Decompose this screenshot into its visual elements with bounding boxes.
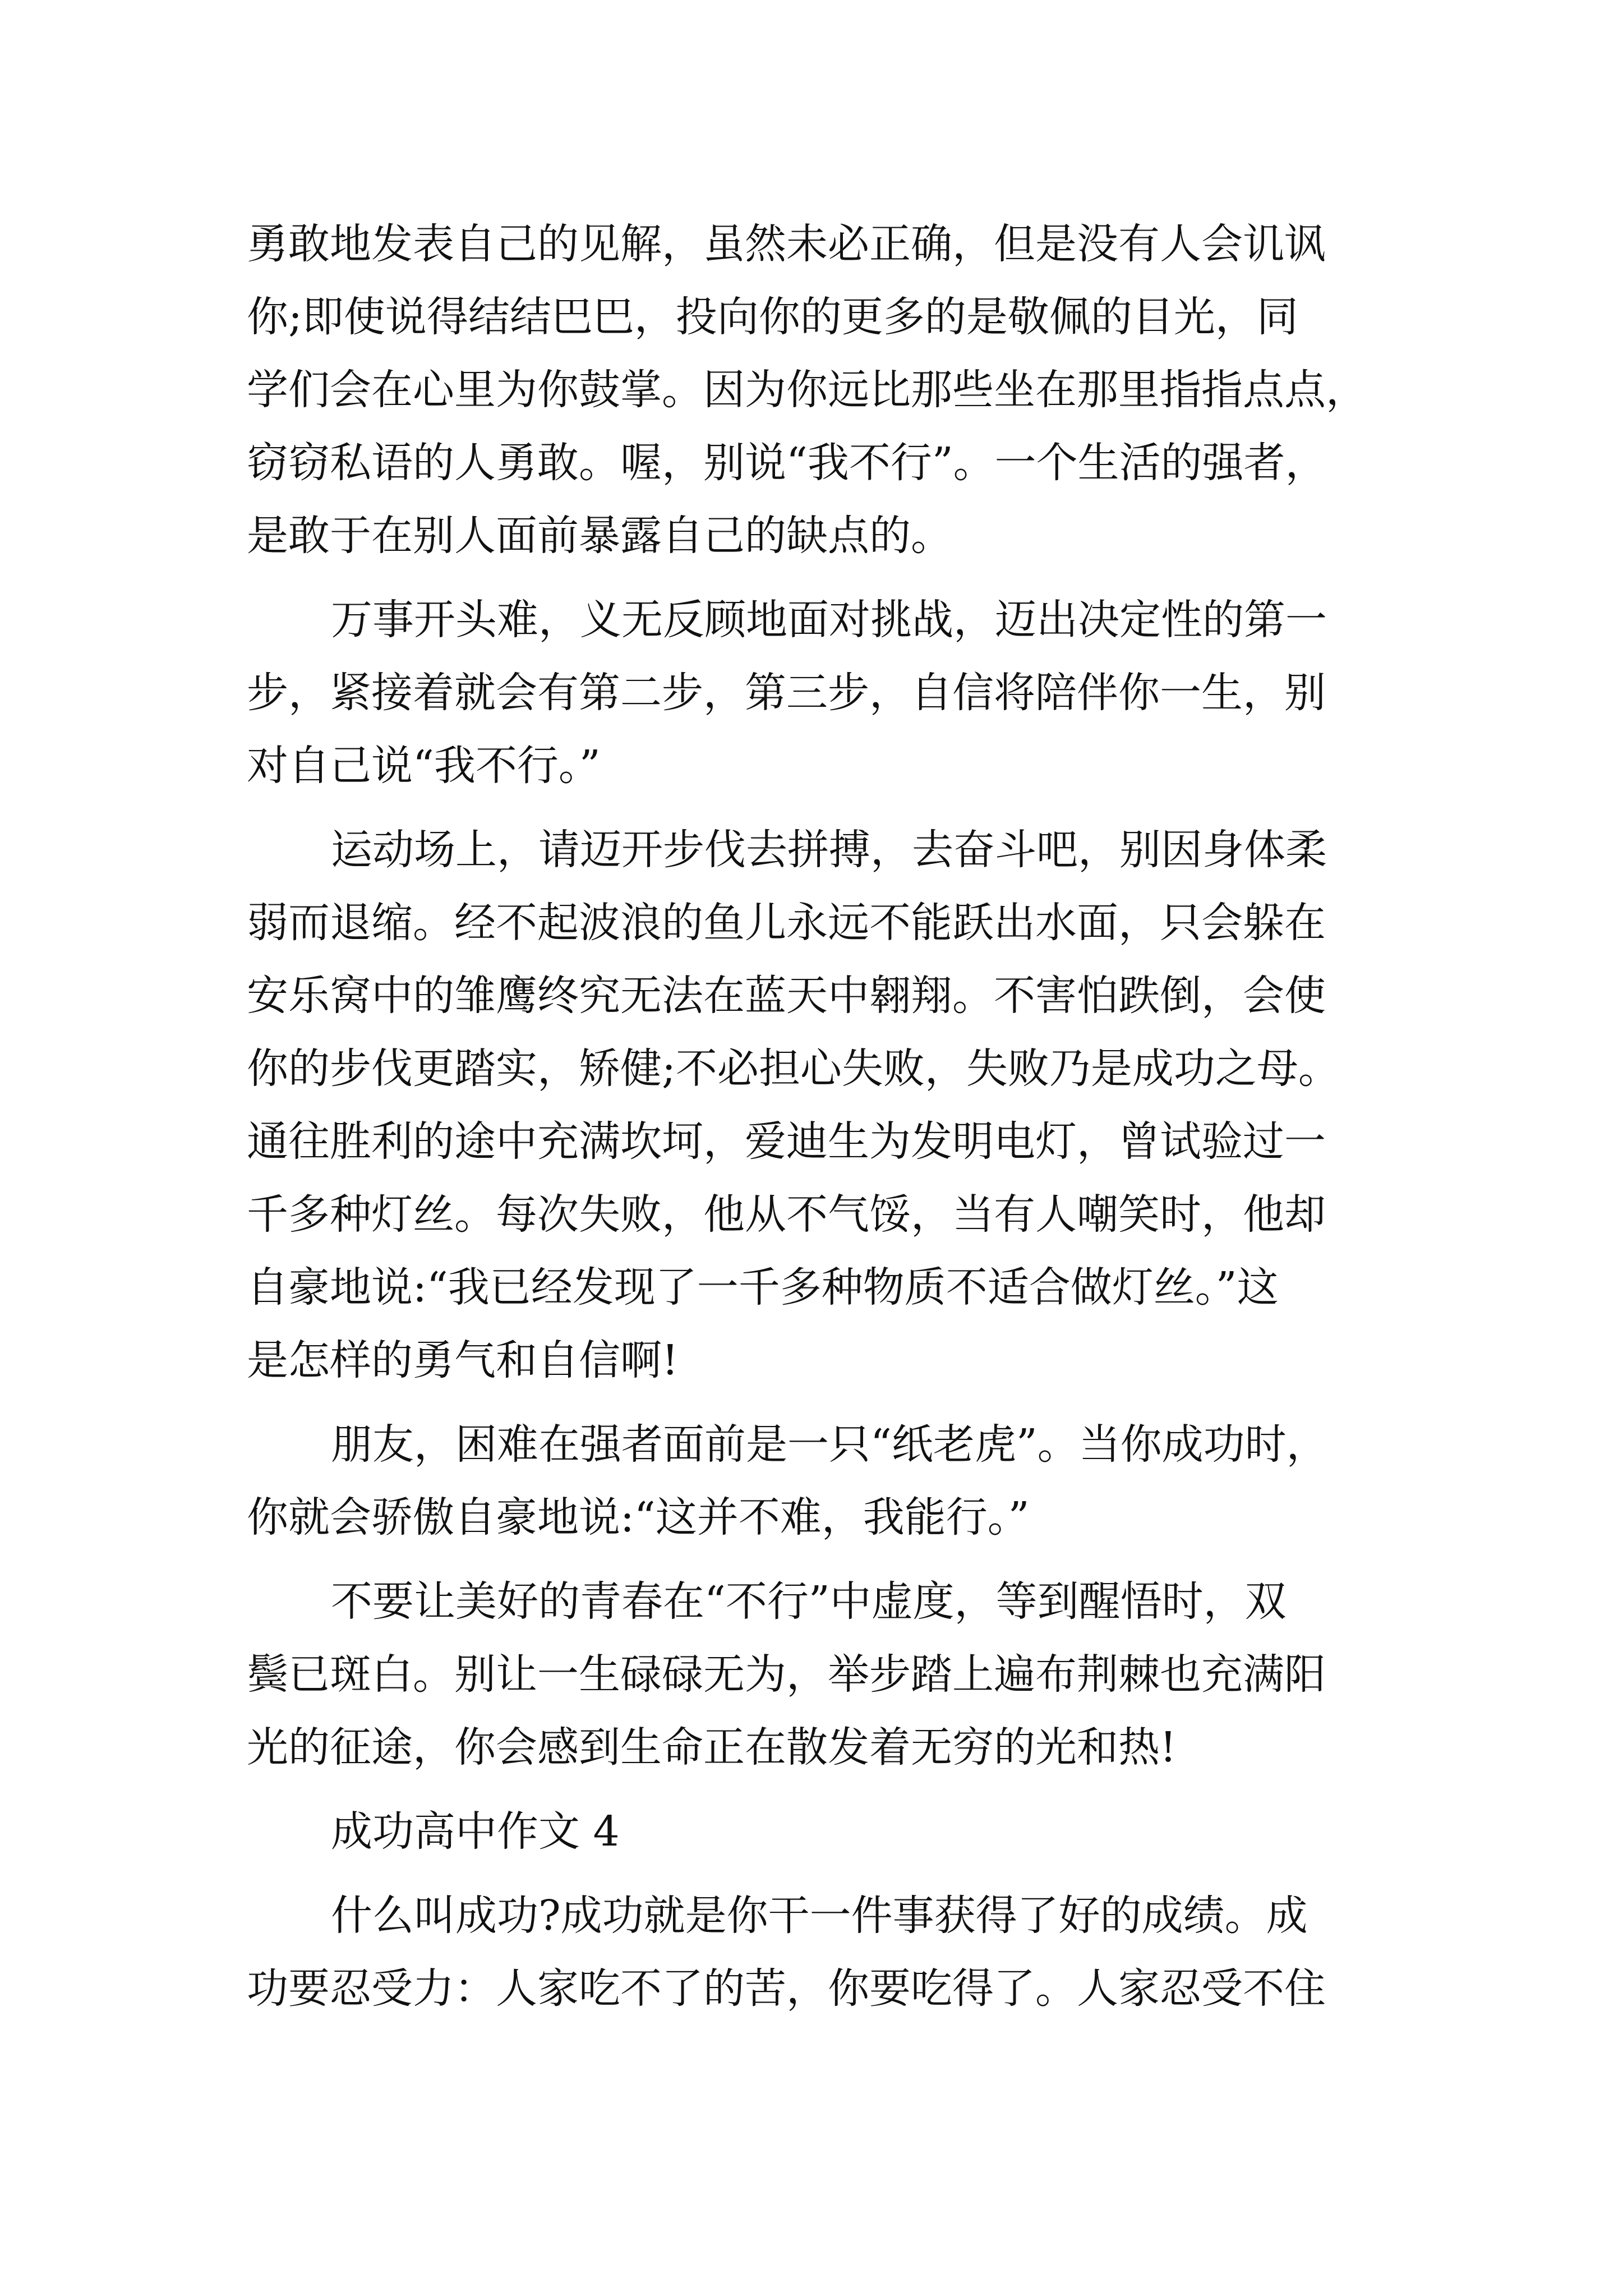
- text-line: 窃窃私语的人勇敢。喔，别说“我不行”。一个生活的强者，: [247, 439, 1327, 487]
- text-line: 通往胜利的途中充满坎坷，爱迪生为发明电灯，曾试验过一: [247, 1117, 1326, 1166]
- text-line: 鬓已斑白。别让一生碌碌无为，举步踏上遍布荆棘也充满阳: [247, 1650, 1326, 1699]
- text-line: 是怎样的勇气和自信啊!: [247, 1336, 679, 1384]
- text-line: 你的步伐更踏实，矫健;不必担心失败，失败乃是成功之母。: [247, 1045, 1340, 1093]
- text-line: 你;即使说得结结巴巴，投向你的更多的是敬佩的目光，同: [247, 293, 1298, 341]
- section-heading: 成功高中作文 4: [331, 1807, 620, 1856]
- text-line: 安乐窝中的雏鹰终究无法在蓝天中翱翔。不害怕跌倒，会使: [247, 972, 1326, 1020]
- paragraph-start-line: 朋友，困难在强者面前是一只“纸老虎”。当你成功时，: [331, 1420, 1328, 1469]
- text-line: 弱而退缩。经不起波浪的鱼儿永远不能跃出水面，只会躲在: [247, 899, 1326, 947]
- text-line: 功要忍受力：人家吃不了的苦，你要吃得了。人家忍受不住: [247, 1964, 1326, 2013]
- text-line: 步，紧接着就会有第二步，第三步，自信将陪伴你一生，别: [247, 669, 1326, 717]
- paragraph-start-line: 万事开头难，义无反顾地面对挑战，迈出决定性的第一: [331, 596, 1327, 644]
- text-line: 自豪地说:“我已经发现了一千多种物质不适合做灯丝。”这: [247, 1263, 1279, 1312]
- paragraph-start-line: 运动场上，请迈开步伐去拼搏，去奋斗吧，别因身体柔: [331, 826, 1327, 874]
- text-line: 勇敢地发表自己的见解，虽然未必正确，但是没有人会讥讽: [247, 220, 1326, 268]
- paragraph-start-line: 不要让美好的青春在“不行”中虚度，等到醒悟时，双: [331, 1577, 1287, 1626]
- text-line: 千多种灯丝。每次失败，他从不气馁，当有人嘲笑时，他却: [247, 1190, 1326, 1239]
- text-line: 你就会骄傲自豪地说:“这并不难，我能行。”: [247, 1493, 1030, 1542]
- text-line: 是敢于在别人面前暴露自己的缺点的。: [247, 512, 952, 560]
- text-line: 学们会在心里为你鼓掌。因为你远比那些坐在那里指指点点，: [247, 366, 1367, 414]
- text-line: 对自己说“我不行。”: [247, 742, 601, 790]
- paragraph-start-line: 什么叫成功?成功就是你干一件事获得了好的成绩。成: [331, 1892, 1308, 1940]
- text-line: 光的征途，你会感到生命正在散发着无穷的光和热!: [247, 1723, 1177, 1772]
